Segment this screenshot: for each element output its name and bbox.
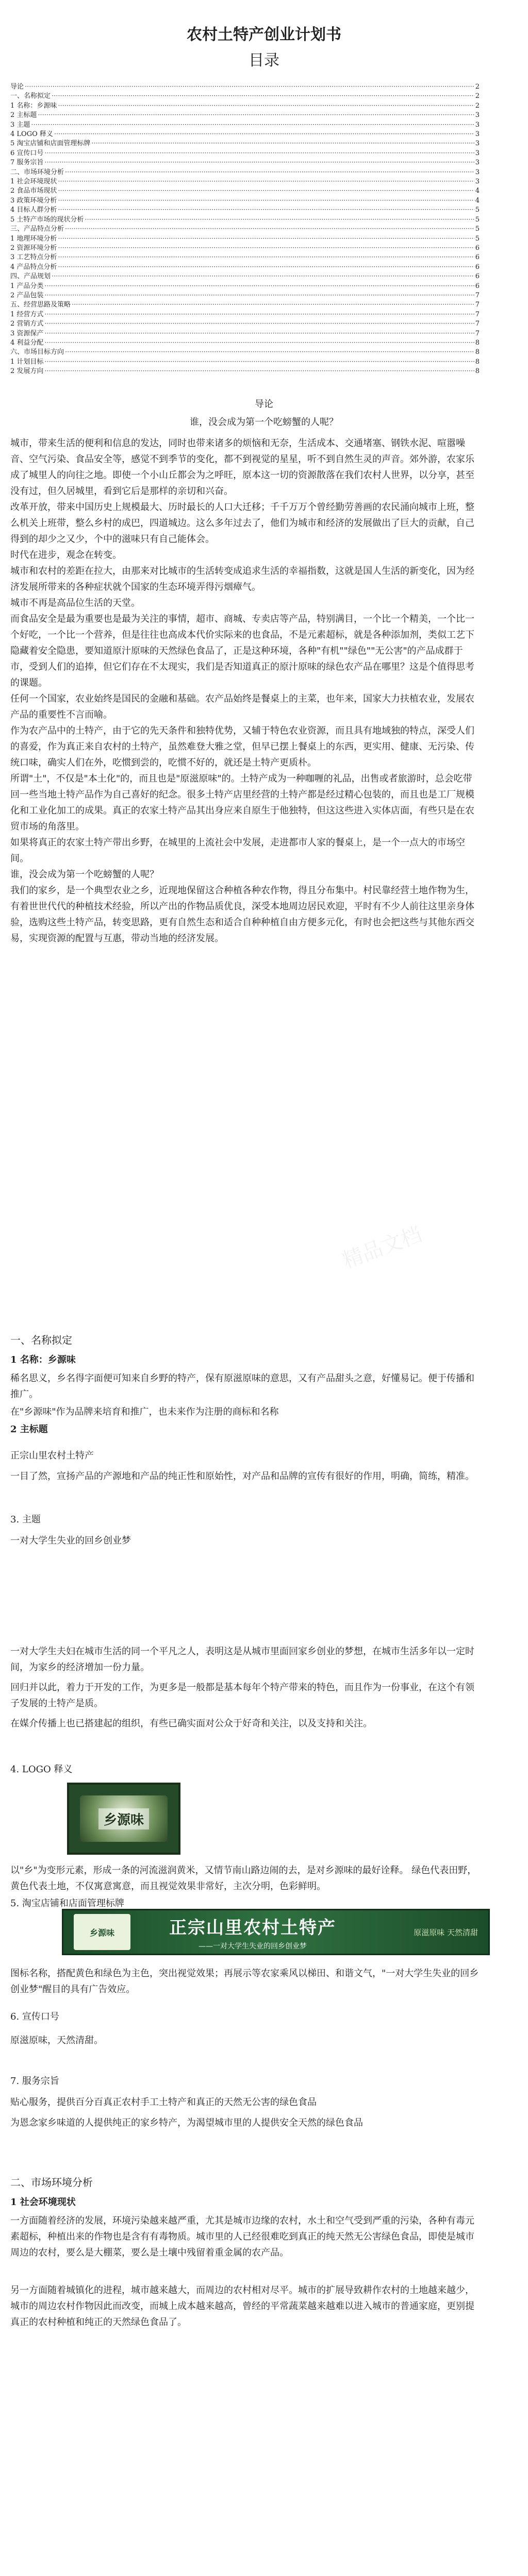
toc-entry[interactable] — [10, 206, 480, 215]
toc-entry[interactable] — [10, 121, 480, 130]
toc-entry-label: 5 土特产市场的现状分析 — [10, 215, 84, 224]
toc-leader-dots — [91, 139, 474, 148]
toc-leader-dots — [44, 367, 474, 376]
toc-leader-dots — [44, 158, 474, 167]
toc-entry[interactable] — [10, 358, 480, 367]
shop-banner — [62, 1909, 490, 1955]
toc-leader-dots — [58, 196, 474, 206]
toc-entry-page: 3 — [475, 140, 480, 148]
toc-leader-dots — [44, 282, 474, 291]
intro-paragraph: 城市，带来生活的便利和信息的发达，同时也带来诸多的烦恼和无奈，生活成本、交通堵塞、钢铁水泥、喧嚣噪音、空气污染、食品安全等，感觉不到季节的变化，都不到视觉的星星，听不到自然生灵的声音。郊外游，农家乐成了城里人的向往之地。即使一个小山丘都会为之呼旺，原本这一切的资源散落在我们农村人世界，以分享，甚至没有过，但久居城里，看到它后是那样的亲切和兴奋。 — [10, 438, 474, 497]
shop-title: 5. 淘宝店铺和店面管理标牌 — [10, 1898, 124, 1909]
toc-leader-dots — [58, 177, 474, 187]
banner-center — [130, 1913, 375, 1951]
toc-entry-page: 5 — [475, 225, 480, 233]
toc-entry-label: 3 工艺特点分析 — [10, 253, 57, 262]
intro-paragraph: 改革开放，带来中国历史上规模最大、历时最长的人口大迁移；千千万万个曾经勤劳善画的农民涌向城市上班，整么机关上班带，整么乡村的成巴，四道城边。这么多年过去了，他们为城市和经济的发展做出了巨大的贡献，自己得到的却少之又少，个中的滋味只有自己能体会。 — [10, 502, 474, 545]
toc-entry[interactable] — [10, 282, 480, 291]
toc-entry[interactable] — [10, 253, 480, 262]
toc-entry-label: 1 名称：乡源味 — [10, 101, 57, 110]
toc-entry[interactable] — [10, 215, 480, 225]
toc-leader-dots — [44, 291, 474, 300]
subtitle-title: 2 主标题 — [10, 1424, 48, 1435]
toc-entry[interactable] — [10, 196, 480, 206]
toc-entry-page: 8 — [475, 367, 480, 376]
toc-entry-label: 3 主题 — [10, 121, 30, 129]
toc-entry[interactable] — [10, 130, 480, 139]
intro-paragraph: 如果将真正的农家土特产带出乡野，在城里的上流社会中发展，走进都市人家的餐桌上，是一个一点大的市场空间。 — [10, 837, 465, 864]
toc-entry-label: 2 资源环境分析 — [10, 244, 57, 252]
toc-entry-label: 1 地理环境分析 — [10, 234, 57, 243]
toc-leader-dots — [58, 263, 474, 272]
toc-entry[interactable] — [10, 263, 480, 272]
toc-entry[interactable] — [10, 310, 480, 319]
toc-leader-dots — [58, 253, 474, 262]
logo-emblem — [80, 1795, 168, 1842]
toc-leader-dots — [58, 244, 474, 253]
toc-entry-page: 3 — [475, 149, 480, 157]
toc-entry-page: 8 — [475, 358, 480, 366]
toc-entry-page: 6 — [475, 273, 480, 281]
toc-entry-label: 4 利益分配 — [10, 338, 44, 347]
toc-entry-page: 2 — [475, 101, 480, 110]
env-text-2: 另一方面随着城镇化的进程，城市越来越大，而周边的农村相对尽平。城市的扩展导致耕作农村的土地越来越少，城市的周边农村作物因此而改变，而城上成本越来越高，曾经的平常蔬菜越来越难以进入城市的普通家庭，更别提真正的农村种植和纯正的天然绿色食品了。 — [10, 2285, 474, 2328]
intro-paragraph: 时代在进步，观念在转变。 — [10, 550, 122, 561]
toc-entry-label: 2 主标题 — [10, 111, 37, 120]
toc-entry-page: 7 — [475, 301, 480, 309]
toc-leader-dots — [58, 187, 474, 196]
toc-entry[interactable] — [10, 300, 480, 310]
toc-entry-page: 3 — [475, 168, 480, 176]
toc-entry[interactable] — [10, 291, 480, 300]
toc-entry-page: 3 — [475, 178, 480, 186]
toc-entry-page: 4 — [475, 196, 480, 205]
toc-entry[interactable] — [10, 177, 480, 187]
section2-heading: 二、市场环境分析 — [10, 2176, 93, 2189]
toc-entry[interactable] — [10, 225, 480, 234]
service-text-2: 为恩念家乡味道的人提供纯正的家乡特产，为渴望城市里的人提供安全天然的绿色食品 — [10, 2117, 363, 2128]
slogan-text: 原滋原味，天然清甜。 — [10, 2035, 103, 2046]
doc-title: 农村土特产创业计划书 — [187, 26, 341, 44]
logo-text: 以"乡"为变形元素，形成一条的河流滋润黄米，又情节南山路边闹的去，是对乡源味的最好诠释。 绿色代表田野，黄色代表土地，不仅寓意寓意，而且视觉效果非常好，主次分明，色彩鲜明。 — [10, 1865, 477, 1892]
theme-text-4: 在媒介传播上也已搭建起的组织，有些已确实面对公众于好奇和关注，以及支持和关注。 — [10, 1718, 372, 1729]
toc-entry-page: 2 — [475, 83, 480, 91]
toc-entry-page: 3 — [475, 111, 480, 120]
toc-entry[interactable] — [10, 234, 480, 244]
toc-leader-dots — [72, 300, 474, 310]
toc-entry-page: 3 — [475, 130, 480, 139]
toc-entry-label: 1 社会环境现状 — [10, 178, 57, 186]
theme-title: 3. 主题 — [10, 1514, 41, 1525]
toc-entry-label: 四、产品规划 — [10, 273, 51, 281]
toc-leader-dots — [38, 111, 474, 120]
toc-leader-dots — [65, 168, 474, 177]
toc-entry-label: 4 LOGO 释义 — [10, 130, 53, 139]
toc-entry-label: 6 宣传口号 — [10, 149, 44, 157]
env-text-1: 一方面随着经济的发展，环境污染越来越严重，尤其是城市边缘的农村，水土和空气受到严重的污染，各种有毒元素超标，种植出来的作物也是含有有毒物质。城市里的人已经很难吃到真正的纯天然无公害绿色食品，即使是城市周边的农村，要么是大棚菜，要么是土壤中残留着重金属的农产品。 — [10, 2215, 474, 2258]
intro-heading: 导论 — [255, 399, 273, 410]
toc-entry-label: 2 发展方向 — [10, 367, 44, 376]
intro-paragraph: 任何一个国家，农业始终是国民的金融和基础。农产品始终是餐桌上的主菜，也年来，国家大力扶植农业，发展农产品的重要性不言而喻。 — [10, 693, 474, 720]
toc-entry[interactable] — [10, 82, 480, 92]
toc-entry-label: 五、经营思路及策略 — [10, 301, 71, 309]
toc-entry[interactable] — [10, 187, 480, 196]
intro-paragraph: 城市和农村的差距在拉大，由那来对比城市的生活转变成追求生活的幸福指数，这就是国人生活的新变化，因为经济发展所带来的各种症状就个国家的生态环境弄得污烟瘴气。 — [10, 566, 474, 592]
section1-heading: 一、名称拟定 — [10, 1334, 72, 1346]
service-title: 7. 服务宗旨 — [10, 2076, 59, 2087]
toc-entry-label: 1 计划目标 — [10, 358, 44, 366]
toc-entry-page: 6 — [475, 263, 480, 271]
toc-leader-dots — [44, 319, 474, 329]
toc-entry[interactable] — [10, 158, 480, 167]
toc-leader-dots — [44, 358, 474, 367]
toc-title: 目录 — [249, 52, 279, 70]
subtitle-text-1: 正宗山里农村土特产 — [10, 1450, 94, 1461]
toc-leader-dots — [58, 101, 474, 111]
toc-entry-page: 5 — [475, 234, 480, 243]
toc-entry-page: 3 — [475, 159, 480, 167]
toc-entry[interactable] — [10, 101, 480, 111]
toc-entry[interactable] — [10, 338, 480, 348]
toc-leader-dots — [54, 130, 474, 139]
toc-entry[interactable] — [10, 272, 480, 281]
watermark: 精品文档 — [339, 1222, 425, 1273]
toc-entry-label: 3 资源保产 — [10, 329, 44, 337]
intro-paragraph: 而食品安全是最为重要也是最为关注的事情，超市、商城、专卖店等产品，特别满目，一个比一个精美，一个比一个好吃，一个比一个营养，但是往往也高成本代价实际来的也食品，不是元素超标，就是各种添加剂，类似工艺下隐藏着安全隐患，要知道原汁原味的天然绿色食品了，正是这种环境，各种"有机""绿色""无公害"的产品成群于市，受到人们的追捧，但它们存在不太现实，我们是否知道真正的原汁原味的绿色农产品在哪里？这是个值得思考的课题。 — [10, 614, 474, 688]
name-text-1: 稀名思义，乡名得字面便可知来自乡野的特产，保有原滋原味的意思，又有产品甜头之意，好懂易记。便于传播和推广。 — [10, 1373, 474, 1400]
toc-leader-dots — [44, 329, 474, 338]
toc-entry-label: 3 政策环境分析 — [10, 196, 57, 205]
toc-entry-label: 1 产品分类 — [10, 282, 44, 290]
toc-entry[interactable] — [10, 244, 480, 253]
toc-entry[interactable] — [10, 111, 480, 120]
toc-leader-dots — [25, 82, 474, 92]
toc-leader-dots — [65, 348, 474, 357]
toc-entry-page: 6 — [475, 244, 480, 252]
toc-entry-page: 6 — [475, 253, 480, 262]
name-text-2: 在"乡源味"作为品牌来培育和推广，也未来作为注册的商标和名称 — [10, 1406, 279, 1417]
toc-leader-dots — [52, 92, 474, 101]
toc-entry-label: 导论 — [10, 83, 24, 91]
toc-entry-label: 二、市场环境分析 — [10, 168, 64, 176]
logo-image — [67, 1783, 180, 1855]
toc-entry-label: 2 营销方式 — [10, 320, 44, 328]
toc-entry-page: 2 — [475, 92, 480, 100]
toc-entry-page: 3 — [475, 121, 480, 129]
toc-entry-page: 4 — [475, 187, 480, 195]
toc-entry-page: 8 — [475, 338, 480, 347]
toc-leader-dots — [85, 215, 474, 225]
toc-entry[interactable] — [10, 329, 480, 338]
toc-entry-page: 7 — [475, 320, 480, 328]
toc-entry-label: 三、产品特点分析 — [10, 225, 64, 233]
toc-entry[interactable] — [10, 168, 480, 177]
banner-sub-text: ——一对大学生失业的回乡创业梦 — [199, 1942, 307, 1951]
toc-entry[interactable] — [10, 348, 480, 357]
toc-leader-dots — [44, 338, 474, 348]
toc-entry[interactable] — [10, 319, 480, 329]
theme-text-3: 回归并以此，着力于开发的工作，为更多是一般都是基本每年个特产带来的特色，而且作为一份事业，在这个有领子发展的土特产是质。 — [10, 1682, 474, 1709]
toc-leader-dots — [58, 234, 474, 244]
toc-entry[interactable] — [10, 139, 480, 148]
logo-emblem-text: 乡源味 — [98, 1808, 149, 1829]
toc-entry-label: 1 经营方式 — [10, 310, 44, 318]
toc-entry-label: 六、市场目标方向 — [10, 348, 64, 357]
logo-title: 4. LOGO 释义 — [10, 1764, 73, 1775]
name-title: 1 名称：乡源味 — [10, 1354, 76, 1365]
theme-text-2: 一对大学生夫妇在城市生活的同一个平凡之人，表明这是从城市里面回家乡创业的梦想，在城市生活多年以一定时间，为家乡的经济增加一份力量。 — [10, 1646, 474, 1673]
intro-paragraph: 我们的家乡，是一个典型农业之乡，近现地保留这合种植各种农作物，得且分布集中。村民靠经营土地作物为生，有着世世代代的种植技术经验，所以产出的作物品质优良，深受本地周边居民欢迎，平时有不少人前往这里亲身体验，选购这些土特产品，转变思路，更有自然生态和适合自种种植自由方便多元化，有时也会把这些与其他东西交易，实现资源的配置与互惠，带动当地的经济发展。 — [10, 885, 474, 944]
toc-entry-page: 6 — [475, 282, 480, 290]
toc-entry-page: 5 — [475, 206, 480, 214]
banner-logo: 乡源味 — [74, 1914, 130, 1950]
toc-leader-dots — [31, 121, 474, 130]
toc-entry[interactable] — [10, 149, 480, 158]
toc-entry-page: 7 — [475, 329, 480, 337]
toc-entry-page: 7 — [475, 310, 480, 318]
toc-entry-page: 8 — [475, 348, 480, 357]
toc-leader-dots — [44, 310, 474, 319]
intro-paragraph: 作为农产品中的土特产，由于它的先天条件和独特优势，又辅于特色农业资源，而且具有地域独的特点，深受人们的喜爱，作为真正来自农村的土特产，虽然难登大雅之堂，但早已摆上餐桌上的东西，更实用、健康、无污染、传统口味，确实人们在外，吃惯到尝的，吃惯不好的，就还是土特产更质朴。 — [10, 725, 474, 768]
theme-text-1: 一对大学生失业的回乡创业梦 — [10, 1535, 131, 1546]
intro-paragraph: 所谓"土"，不仅是"本土化"的，而且也是"原滋原味"的。土特产成为一种咖喱的礼品，出售或者旅游时，总会吃带回一些当地土特产品作为自己喜好的纪念。很多土特产店里经营的土特产都是经过精心包装的，而且也是工厂规模化和工业化加工的成果。真正的农家土特产品其出身应来自原生于他独特，但这这些进入实体店面，有些只是在农贸市场的角落里。 — [10, 773, 474, 832]
service-text-1: 贴心服务，提供百分百真正农村手工土特产和真正的天然无公害的绿色食品 — [10, 2097, 317, 2108]
toc-entry[interactable] — [10, 92, 480, 101]
table-of-contents — [10, 82, 480, 377]
intro-question: 谁，没会成为第一个吃螃蟹的人呢？ — [190, 417, 338, 428]
intro-paragraph: 城市不再是高品位生活的天堂。 — [10, 598, 140, 608]
banner-main-text: 正宗山里农村土特产 — [169, 1917, 336, 1938]
subtitle-text-2: 一目了然，宣扬产品的产源地和产品的纯正性和原始性，对产品和品牌的宣传有很好的作用，明确，简练，精准。 — [10, 1471, 474, 1482]
toc-entry-label: 2 食品市场现状 — [10, 187, 57, 195]
toc-entry-page: 5 — [475, 215, 480, 224]
toc-leader-dots — [65, 225, 474, 234]
toc-entry-label: 4 产品特点分析 — [10, 263, 57, 271]
toc-leader-dots — [58, 206, 474, 215]
intro-paragraph: 谁，没会成为第一个吃螃蟹的人呢？ — [10, 869, 159, 880]
toc-entry-label: 一、名称拟定 — [10, 92, 51, 100]
toc-entry-label: 4 目标人群分析 — [10, 206, 57, 214]
shop-text: 图标名称，搭配黄色和绿色为主色，突出视觉效果；再展示等农家乘风以梯田、和谐文气，"一对大学生失业的回乡创业梦"醒目的具有广告效应。 — [10, 1968, 479, 1995]
toc-entry-label: 2 产品包装 — [10, 291, 44, 299]
toc-entry-label: 7 服务宗旨 — [10, 159, 44, 167]
toc-entry-page: 7 — [475, 291, 480, 299]
toc-entry-label: 5 淘宝店铺和店面管理标牌 — [10, 140, 91, 148]
env-title: 1 社会环境现状 — [10, 2197, 76, 2208]
toc-entry[interactable] — [10, 367, 480, 376]
intro-body — [10, 435, 480, 946]
slogan-title: 6. 宣传口号 — [10, 2011, 59, 2022]
toc-leader-dots — [44, 149, 474, 158]
banner-slogan: 原滋原味 天然清甜 — [414, 1927, 478, 1937]
toc-leader-dots — [52, 272, 474, 281]
